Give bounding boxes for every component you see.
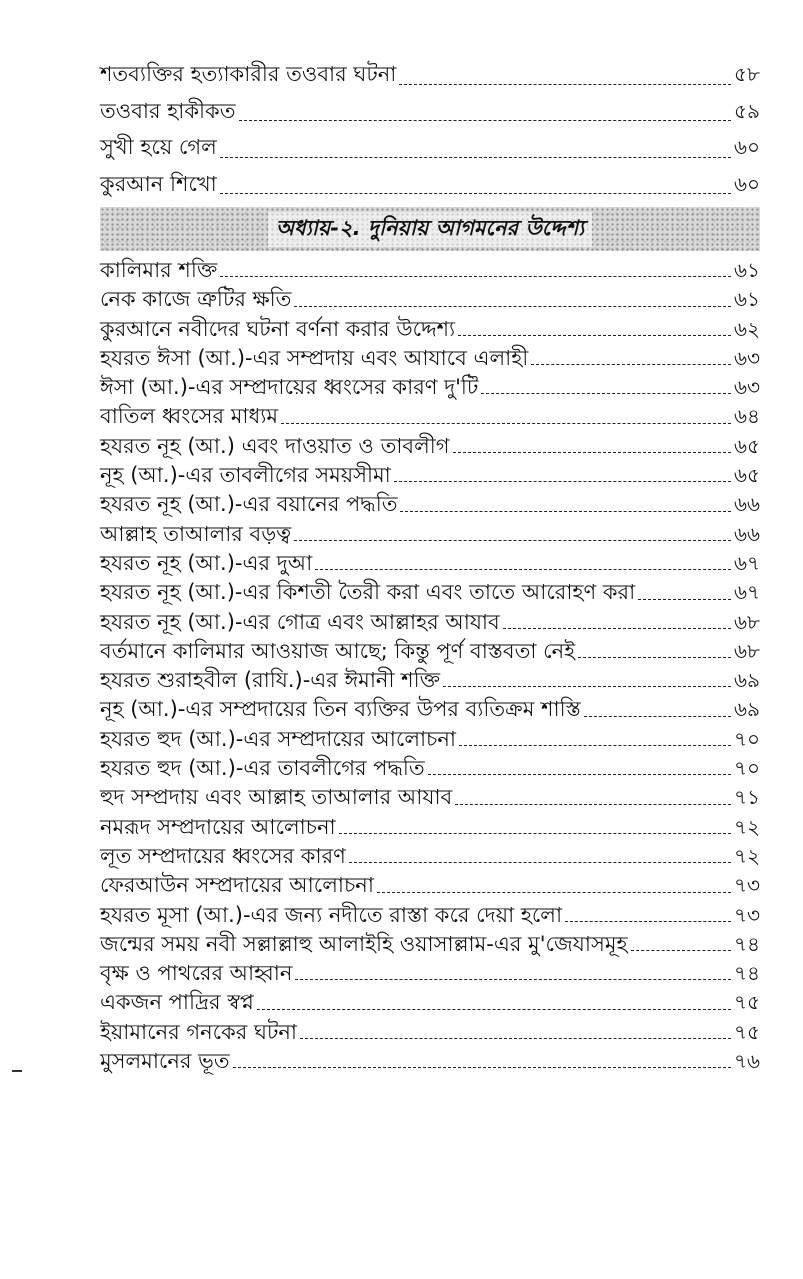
toc-entry (100, 344, 760, 373)
entry-page: ৫৯ (734, 98, 760, 123)
toc-entry (100, 578, 760, 607)
entry-page: ৬৯ (734, 697, 760, 722)
toc-entry (100, 285, 760, 314)
toc-entry (100, 373, 760, 402)
toc-entry (100, 842, 760, 871)
dot-leader (281, 423, 731, 424)
entry-page: ৭০ (733, 756, 760, 781)
dot-leader (300, 1038, 731, 1039)
dot-leader (220, 276, 731, 277)
entry-title: হযরত শুরাহবীল (রাযি.)-এর ঈমানী শক্তি (100, 668, 440, 693)
entry-title: হযরত মূসা (আ.)-এর জন্য নদীতে রাস্তা করে দেয়া হলো (100, 902, 563, 927)
entry-page: ৬১ (734, 258, 760, 282)
toc-entry (100, 256, 760, 285)
entry-page: ৭০ (733, 726, 760, 751)
dot-leader (584, 716, 731, 717)
dot-leader (233, 1067, 731, 1068)
entry-title: জন্মের সময় নবী সল্লাল্লাহু আলাইহি ওয়াসাল্লাম-এর মু'জেযাসমূহ (100, 931, 628, 956)
dot-leader (631, 950, 731, 951)
toc-entry (100, 461, 760, 490)
toc-entry (100, 93, 760, 130)
toc-entry (100, 1047, 760, 1076)
toc-entry (100, 637, 760, 666)
entry-page: ৭৫ (734, 1019, 760, 1044)
toc-entry (100, 56, 760, 93)
entry-title: হযরত হুদ (আ.)-এর তাবলীগের পদ্ধতি (100, 756, 425, 781)
entry-page: ৭২ (733, 843, 760, 868)
toc-entry (100, 783, 760, 812)
toc-entry (100, 608, 760, 637)
entry-page: ৭২ (733, 814, 760, 839)
entry-title: হযরত নূহ (আ.)-এর কিশতী তৈরী করা এবং তাতে আরোহণ করা (100, 580, 636, 605)
dot-leader (400, 511, 731, 512)
entry-page: ৭১ (734, 785, 760, 810)
entry-page: ৬৭ (733, 550, 760, 575)
entry-title: বৃক্ষ ও পাথরের আহ্বান (100, 961, 293, 986)
entry-title: বর্তমানে কালিমার আওয়াজ আছে; কিন্তু পূর্ণ বাস্তবতা নেই (100, 638, 576, 663)
entry-title: কুরআন শিখো (100, 171, 217, 196)
entry-page: ৬২ (733, 316, 760, 341)
toc-entry (100, 754, 760, 783)
entry-title: বাতিল ধ্বংসের মাধ্যম (100, 404, 279, 429)
dot-leader (294, 306, 731, 307)
toc-entry (100, 129, 760, 166)
entry-page: ৬৮ (734, 638, 760, 663)
entry-title: কালিমার শক্তি (100, 258, 218, 282)
dot-leader (394, 481, 731, 482)
toc-entry (100, 402, 760, 431)
entry-title: আল্লাহ তাআলার বড়ত্ব (100, 521, 292, 546)
toc-entry (100, 725, 760, 754)
entry-title: তওবার হাকীকত (100, 98, 236, 123)
dot-leader (295, 979, 731, 980)
entry-page: ৬০ (733, 135, 760, 159)
toc-entry (100, 166, 760, 203)
chapter-heading: অধ্যায়-২. দুনিয়ায় আগমনের উদ্দেশ্য (268, 212, 593, 247)
entry-page: ৬১ (734, 287, 760, 312)
dot-leader (428, 774, 731, 775)
dot-leader (339, 833, 731, 834)
entry-page: ৭৩ (733, 902, 760, 927)
entry-page: ৬৯ (734, 668, 760, 693)
entry-title: নেক কাজে ত্রুটির ক্ষতি (100, 287, 292, 312)
entry-title: হযরত নূহ (আ.) এবং দাওয়াত ও তাবলীগ (100, 433, 450, 458)
dot-leader (638, 599, 731, 600)
toc-entry (100, 871, 760, 900)
dot-leader (481, 393, 731, 394)
entry-page: ৬৩ (733, 345, 760, 370)
toc-entry (100, 813, 760, 842)
entry-title: নমরূদ সম্প্রদায়ের আলোচনা (100, 814, 336, 839)
toc-main-section (100, 256, 760, 1076)
entry-page: ৬৩ (733, 375, 760, 400)
entry-page: ৭৪ (734, 931, 760, 956)
toc-entry (100, 930, 760, 959)
dot-leader (459, 745, 731, 746)
toc-entry (100, 901, 760, 930)
entry-title: হযরত নূহ (আ.)-এর দুআ (100, 550, 313, 575)
entry-page: ৬৭ (733, 580, 760, 605)
dot-leader (503, 628, 731, 629)
dot-leader (443, 686, 731, 687)
dot-leader (453, 452, 731, 453)
chapter-heading-banner (100, 207, 760, 251)
entry-title: ঈসা (আ.)-এর সম্প্রদায়ের ধ্বংসের কারণ দু'টি (100, 375, 479, 400)
toc-entry (100, 520, 760, 549)
entry-title: কুরআনে নবীদের ঘটনা বর্ণনা করার উদ্দেশ্য (100, 316, 456, 341)
entry-page: ৭৫ (734, 990, 760, 1015)
toc-entry (100, 988, 760, 1017)
entry-title: হুদ সম্প্রদায় এবং আল্লাহ তাআলার আযাব (100, 785, 453, 810)
dot-leader (239, 120, 732, 121)
toc-entry (100, 490, 760, 519)
dot-leader (578, 657, 731, 658)
entry-title: নূহ (আ.)-এর সম্প্রদায়ের তিন ব্যক্তির উপর ব্যতিক্রম শাস্তি (100, 697, 581, 722)
entry-title: হযরত নূহ (আ.)-এর গোত্র এবং আল্লাহর আযাব (100, 609, 500, 634)
dot-leader (565, 921, 731, 922)
toc-top-section (100, 56, 760, 202)
entry-page: ৬৬ (733, 521, 760, 546)
entry-page: ৬৫ (734, 433, 760, 458)
toc-entry (100, 666, 760, 695)
entry-title: মুসলমানের ভূত (100, 1049, 230, 1074)
entry-title: সুখী হয়ে গেল (100, 135, 217, 159)
entry-title: ফেরআউন সম্প্রদায়ের আলোচনা (100, 873, 374, 898)
entry-page: ৬৮ (734, 609, 760, 634)
entry-page: ৭৪ (734, 961, 760, 986)
dot-leader (315, 569, 731, 570)
toc-entry (100, 549, 760, 578)
toc-entry (100, 315, 760, 344)
entry-page: ৬৪ (734, 404, 760, 429)
entry-page: ৬০ (733, 171, 760, 196)
dot-leader (257, 1009, 731, 1010)
dot-leader (455, 804, 731, 805)
entry-title: শতব্যক্তির হত্যাকারীর তওবার ঘটনা (100, 62, 397, 86)
entry-title: একজন পাদ্রির স্বপ্ন (100, 990, 254, 1015)
entry-title: ইয়ামানের গনকের ঘটনা (100, 1019, 298, 1044)
entry-page: ৬৬ (733, 492, 760, 517)
entry-title: নূহ (আ.)-এর তাবলীগের সময়সীমা (100, 463, 391, 488)
dot-leader (399, 84, 731, 85)
dot-leader (220, 193, 731, 194)
entry-title: হযরত নূহ (আ.)-এর বয়ানের পদ্ধতি (100, 492, 398, 517)
margin-mark (12, 1070, 22, 1072)
entry-page: ৫৮ (734, 62, 760, 86)
entry-page: ৭৩ (733, 873, 760, 898)
dot-leader (294, 540, 731, 541)
dot-leader (458, 335, 731, 336)
toc-entry (100, 1018, 760, 1047)
toc-entry (100, 959, 760, 988)
entry-page: ৭৬ (733, 1049, 760, 1074)
entry-title: লূত সম্প্রদায়ের ধ্বংসের কারণ (100, 843, 346, 868)
toc-entry (100, 695, 760, 724)
entry-title: হযরত ঈসা (আ.)-এর সম্প্রদায় এবং আযাবে এলাহী (100, 345, 529, 370)
dot-leader (220, 157, 731, 158)
dot-leader (349, 862, 731, 863)
dot-leader (531, 364, 731, 365)
entry-page: ৬৫ (734, 463, 760, 488)
dot-leader (377, 892, 731, 893)
toc-entry (100, 432, 760, 461)
entry-title: হযরত হুদ (আ.)-এর সম্প্রদায়ের আলোচনা (100, 726, 457, 751)
